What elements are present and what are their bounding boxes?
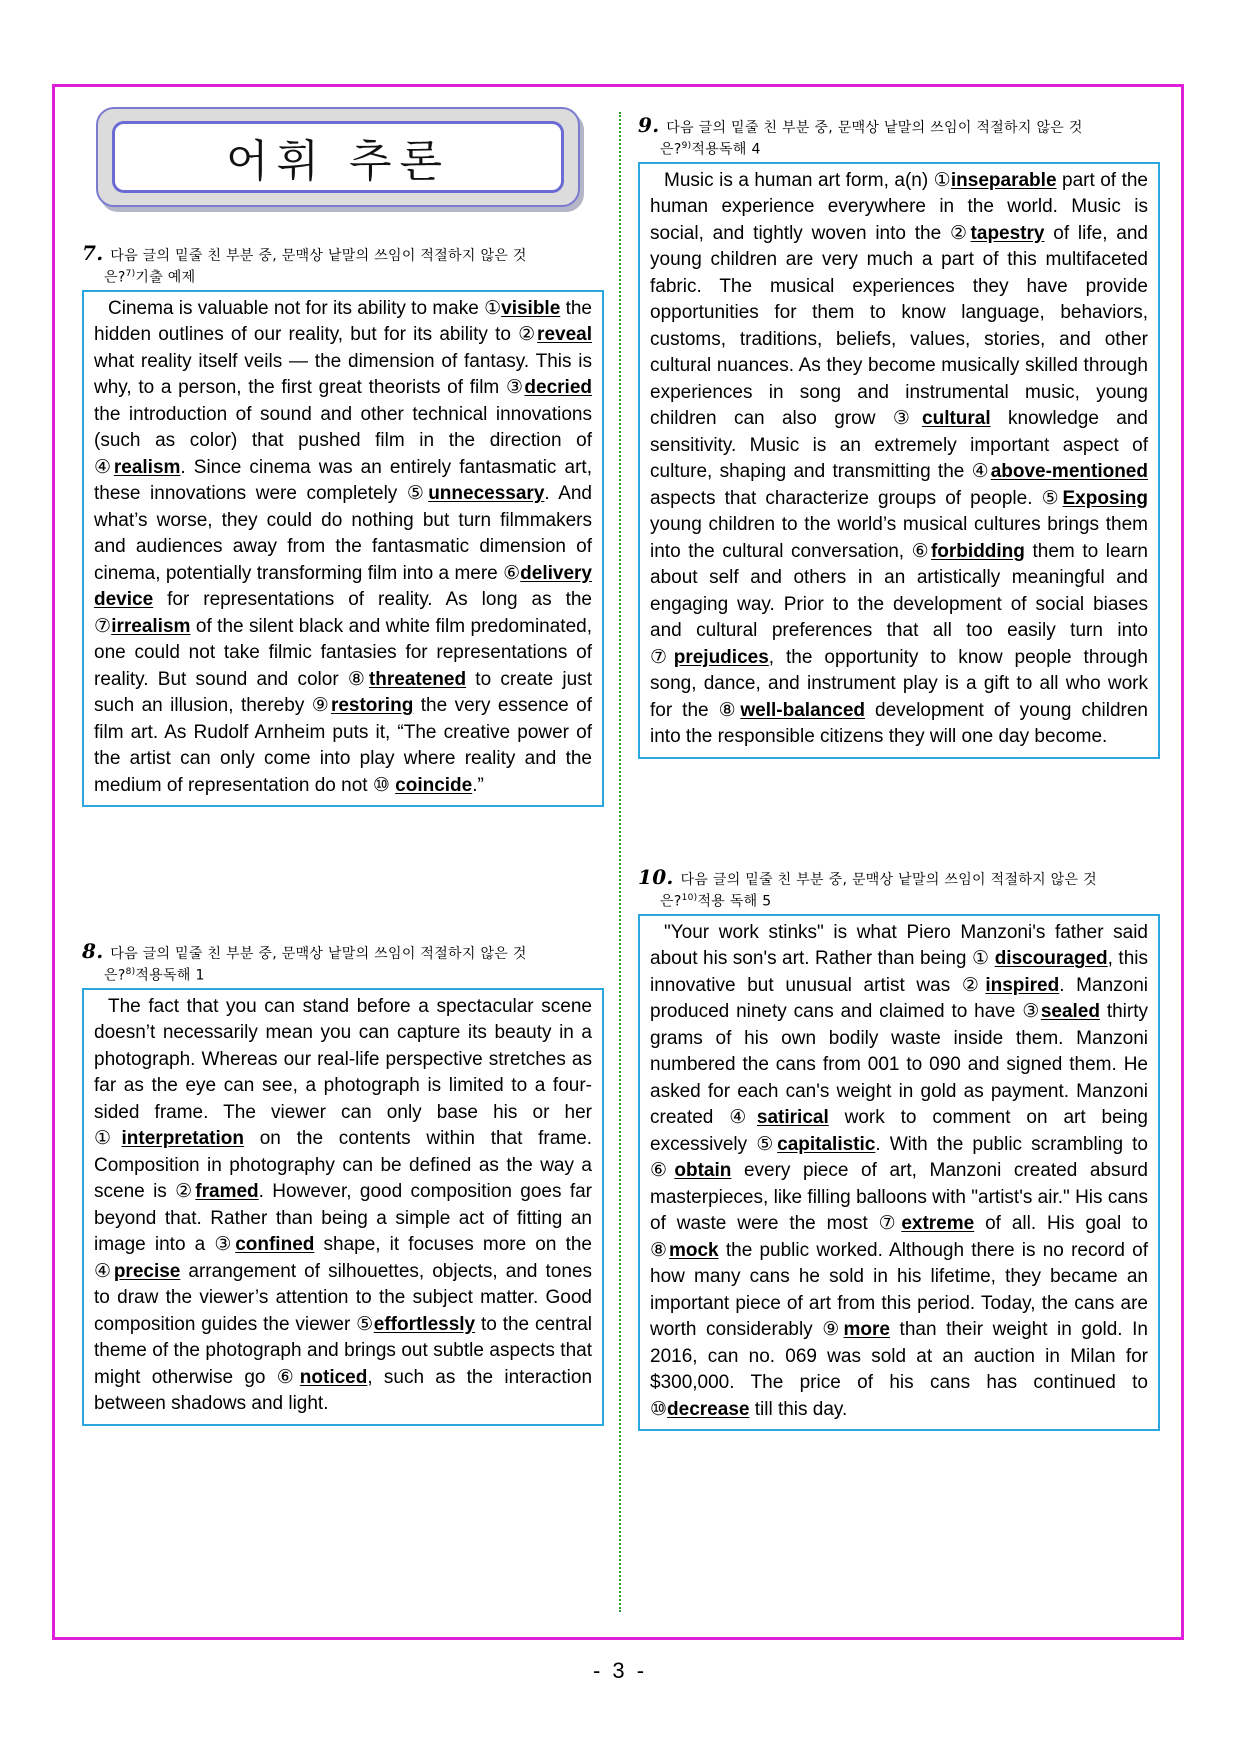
underlined-choice: capitalistic — [777, 1133, 876, 1155]
underlined-choice: prejudices — [673, 646, 769, 668]
underlined-choice: precise — [113, 1260, 181, 1282]
question-prompt: 7. 다음 글의 밑줄 친 부분 중, 문맥상 낱말의 쓰임이 적절하지 않은 것 은?$^{7)}$기출 예제 — [82, 241, 527, 286]
question-number: 9. — [638, 113, 660, 137]
passage-box — [82, 988, 604, 1426]
underlined-choice: inseparable — [950, 169, 1057, 191]
page-number: - 3 - — [592, 1658, 648, 1683]
underlined-choice: above-mentioned — [990, 461, 1148, 483]
column-divider — [619, 112, 621, 1612]
question-8 — [82, 939, 604, 1426]
question-number: 8. — [82, 939, 104, 963]
underlined-choice: well-balanced — [740, 699, 865, 721]
underlined-choice: Exposing — [1062, 487, 1148, 509]
question-number: 10. — [638, 865, 674, 889]
underlined-choice: effortlessly — [373, 1313, 476, 1335]
passage-box — [82, 290, 604, 808]
question-source: 기출 예제 — [135, 269, 196, 286]
underlined-choice: satirical — [756, 1107, 829, 1129]
section-title-inner — [112, 121, 564, 193]
question-prompt: 9. 다음 글의 밑줄 친 부분 중, 문맥상 낱말의 쓰임이 적절하지 않은 것 은?$^{9)}$적용독해 4 — [638, 113, 1083, 158]
underlined-choice: realism — [113, 456, 181, 478]
question-10 — [638, 865, 1160, 1431]
underlined-choice: threatened — [368, 668, 467, 690]
question-source: 적용독해 1 — [135, 967, 205, 984]
underlined-choice: discouraged — [994, 948, 1108, 970]
underlined-choice: cultural — [922, 408, 991, 430]
footnote-ref: 10) — [681, 893, 698, 903]
underlined-choice: framed — [195, 1181, 259, 1203]
underlined-choice: irrealism — [111, 615, 191, 637]
underlined-choice: delivery device — [94, 562, 592, 611]
underlined-choice: coincide — [395, 774, 473, 796]
underlined-choice: more — [843, 1319, 890, 1341]
underlined-choice: tapestry — [970, 222, 1045, 244]
underlined-choice: reveal — [537, 324, 592, 346]
underlined-choice: extreme — [901, 1213, 975, 1235]
section-title-badge — [96, 107, 580, 207]
passage-box — [638, 162, 1160, 759]
question-prompt: 10. 다음 글의 밑줄 친 부분 중, 문맥상 낱말의 쓰임이 적절하지 않은 것 은?$^{10)}$적용 독해 5 — [638, 865, 1097, 910]
underlined-choice: obtain — [674, 1160, 732, 1182]
underlined-choice: noticed — [299, 1366, 368, 1388]
section-title: 어휘 추론 — [225, 136, 450, 187]
passage-text: Cinema is valuable not for its ability to make ①visible the hidden outlines of our reality, but for its ability to ②reveal what reality itself veils — the dimension of fantasy. This is why, to a person, the first great theorists of film ③decried the introduction of sound and other technical innovations (such as color) that pushed film in the direction of ④realism. Since cinema was an entirely fantasmatic art, these innovations were completely ⑤unnecessary. And what’s worse, they could do nothing but turn filmmakers and audiences away from the fantasmatic dimension of cinema, potentially transforming film into a mere ⑥delivery device for representations of reality. As long as the ⑦irrealism of the silent black and white film predominated, one could not take filmic fantasies for representations of reality. But sound and color ⑧threatened to create just such an illusion, thereby ⑨restoring the very essence of film art. As Rudolf Arnheim puts it, “The creative power of the artist can only come into play where reality and the medium of representation do not ⑩ coincide.” — [94, 297, 592, 796]
underlined-choice: visible — [501, 297, 561, 319]
question-number: 7. — [82, 241, 104, 265]
question-source: 적용독해 4 — [691, 141, 761, 158]
underlined-choice: restoring — [330, 695, 414, 717]
passage-box — [638, 914, 1160, 1432]
underlined-choice: confined — [235, 1234, 315, 1256]
question-prompt: 8. 다음 글의 밑줄 친 부분 중, 문맥상 낱말의 쓰임이 적절하지 않은 것 은?$^{8)}$적용독해 1 — [82, 939, 527, 984]
question-7 — [82, 241, 604, 807]
underlined-choice: forbidding — [930, 540, 1025, 562]
underlined-choice: mock — [668, 1239, 719, 1261]
underlined-choice: unnecessary — [428, 483, 545, 505]
underlined-choice: inspired — [985, 974, 1060, 996]
passage-text: The fact that you can stand before a spectacular scene doesn’t necessarily mean you can capture its beauty in a photograph. Whereas our real-life perspective stretches as far as the eye can see, a photograph is limited to a four-sided frame. The viewer can only base his or her ①interpretation on the contents within that frame. Composition in photography can be defined as the way a scene is ②framed. However, good composition goes far beyond that. Rather than being a simple act of fitting an image into a ③confined shape, it focuses more on the ④precise arrangement of silhouettes, objects, and tones to draw the viewer’s attention to the subject matter. Good composition guides the viewer ⑤effortlessly to the central theme of the photograph and brings out subtle aspects that might otherwise go ⑥noticed, such as the interaction between shadows and light. — [94, 995, 593, 1415]
footnote-ref: 7) — [125, 269, 136, 279]
passage-text: Music is a human art form, a(n) ①inseparable part of the human experience everywhere in the world. Music is social, and tightly woven into the ②tapestry of life, and young children are very much a part of this multifaceted fabric. The musical experiences they have provide opportunities for them to know language, behaviors, customs, traditions, beliefs, values, stories, and other cultural nuances. As they become musically skilled through experiences in song and instrumental music, young children can also grow ③cultural knowledge and sensitivity. Music is an extremely important aspect of culture, shaping and transmitting the ④above-mentioned aspects that characterize groups of people. ⑤Exposing young children to the world’s musical cultures brings them into the cultural conversation, ⑥forbidding them to learn about self and others in an artistically meaningful and engaging way. Prior to the development of social biases and cultural preferences that all too easily turn into ⑦prejudices, the opportunity to know people through song, dance, and instrument play is a gift to all who work for the ⑧well-balanced development of young children into the responsible citizens they will one day become. — [650, 169, 1149, 748]
underlined-choice: decrease — [667, 1398, 750, 1420]
underlined-choice: interpretation — [121, 1128, 244, 1150]
passage-text: "Your work stinks" is what Piero Manzoni's father said about his son's art. Rather than being ① discouraged, this innovative but unusual artist was ②inspired. Manzoni produced ninety cans and claimed to have ③sealed thirty grams of his own bodily waste inside them. Manzoni numbered the cans from 001 to 090 and signed them. He asked for each can's weight in gold as payment. Manzoni created ④satirical work to comment on art being excessively ⑤capitalistic. With the public scrambling to ⑥obtain every piece of art, Manzoni created absurd masterpieces, like filling balloons with "artist's air." His cans of waste were the most ⑦extreme of all. His goal to ⑧mock the public worked. Although there is no record of how many cans he sold in his lifetime, they became an important piece of art from this period. Today, the cans are worth considerably ⑨more than their weight in gold. In 2016, can no. 069 was sold at an auction in Milan for $300,000. The price of his cans has continued to ⑩decrease till this day. — [650, 921, 1149, 1420]
underlined-choice: decried — [524, 377, 592, 399]
question-source: 적용 독해 5 — [697, 893, 772, 910]
question-9 — [638, 113, 1160, 759]
footnote-ref: 9) — [681, 141, 692, 151]
footnote-ref: 8) — [125, 967, 136, 977]
underlined-choice: sealed — [1040, 1001, 1100, 1023]
